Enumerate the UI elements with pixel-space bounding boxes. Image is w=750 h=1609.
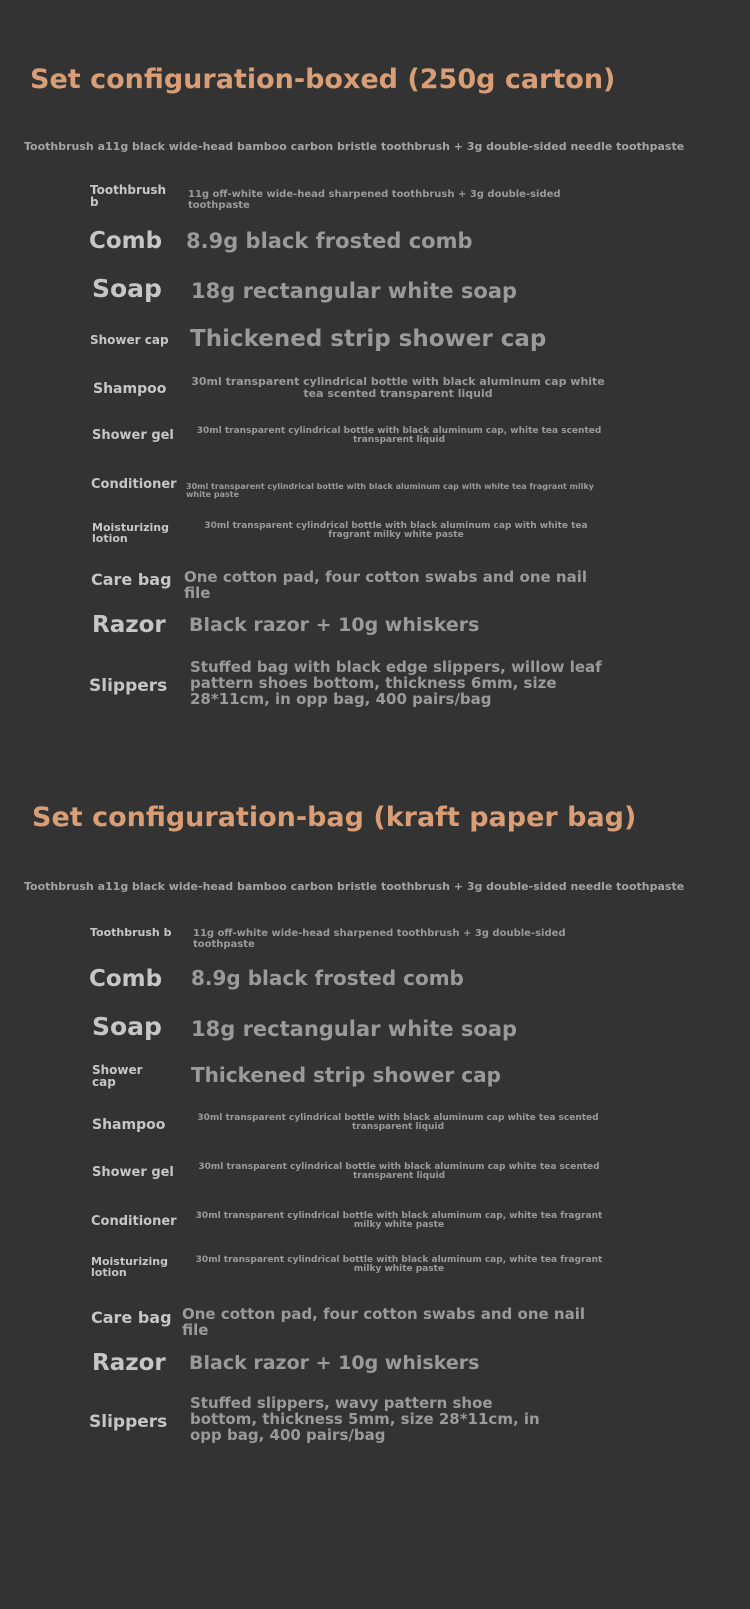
section-title: Set configuration-boxed (250g carton) [30,64,616,95]
item-label: Shower gel [92,428,174,443]
section-intro: Toothbrush a11g black wide-head bamboo carbon bristle toothbrush + 3g double-sided needle toothpaste [24,880,685,893]
item-value: 11g off-white wide-head sharpened toothbrush + 3g double-sided toothpaste [188,189,561,211]
item-label: Slippers [89,1412,168,1432]
item-label: Moisturizing lotion [91,1255,168,1279]
item-label: Care bag [91,570,172,589]
item-value: 8.9g black frosted comb [186,229,473,253]
item-label: Conditioner [91,477,177,492]
item-value: 30ml transparent cylindrical bottle with black aluminum cap white tea scented transparent liquid [197,1113,599,1133]
item-value: Black razor + 10g whiskers [189,1352,480,1374]
item-label: Care bag [91,1308,172,1327]
item-value: 30ml transparent cylindrical bottle with black aluminum cap white tea scented transparent liquid [198,1162,600,1182]
item-value: Thickened strip shower cap [190,326,547,352]
item-value: 18g rectangular white soap [191,1017,518,1041]
section-title: Set configuration-bag (kraft paper bag) [32,802,637,833]
item-label: Soap [92,274,162,303]
item-label: Shower cap [92,1063,143,1089]
item-label: Shampoo [93,381,167,397]
item-label: Conditioner [91,1214,177,1229]
item-value: One cotton pad, four cotton swabs and one nail file [184,568,587,602]
item-value: Stuffed slippers, wavy pattern shoe bottom, thickness 5mm, size 28*11cm, in opp bag, 400 pairs/bag [190,1394,540,1444]
item-label: Razor [92,612,166,638]
item-value: 30ml transparent cylindrical bottle with black aluminum cap, white tea scented transparent liquid [196,426,602,446]
item-value: Black razor + 10g whiskers [189,614,480,636]
item-value: 30ml transparent cylindrical bottle with black aluminum cap, white tea fragrant milky white paste [195,1211,603,1231]
item-value: 18g rectangular white soap [191,279,518,303]
item-label: Comb [89,228,163,254]
item-value: Thickened strip shower cap [191,1063,501,1087]
item-label: Toothbrush b [90,183,167,209]
item-label: Toothbrush b [90,926,172,939]
item-value: 30ml transparent cylindrical bottle with black aluminum cap white tea scented transparent liquid [191,375,605,400]
item-value: 8.9g black frosted comb [191,966,464,990]
item-label: Comb [89,966,163,992]
item-value: 30ml transparent cylindrical bottle with black aluminum cap, white tea fragrant milky white paste [195,1255,603,1275]
item-label: Moisturizing lotion [92,521,169,545]
item-value: One cotton pad, four cotton swabs and one nail file [182,1305,585,1339]
item-label: Shower gel [92,1165,174,1180]
item-label: Shower cap [90,333,169,347]
item-label: Slippers [89,676,168,696]
item-value: 30ml transparent cylindrical bottle with black aluminum cap with white tea fragrant milky white paste [204,521,588,541]
item-label: Soap [92,1012,162,1041]
item-value: 30ml transparent cylindrical bottle with black aluminum cap with white tea fragrant milky white paste [186,482,594,500]
item-label: Shampoo [92,1117,166,1133]
item-value: 11g off-white wide-head sharpened toothbrush + 3g double-sided toothpaste [193,928,566,950]
item-label: Razor [92,1350,166,1376]
item-value: Stuffed bag with black edge slippers, willow leaf pattern shoes bottom, thickness 6mm, size 28*11cm, in opp bag, 400 pairs/bag [190,658,602,708]
section-intro: Toothbrush a11g black wide-head bamboo carbon bristle toothbrush + 3g double-sided needle toothpaste [24,140,685,153]
